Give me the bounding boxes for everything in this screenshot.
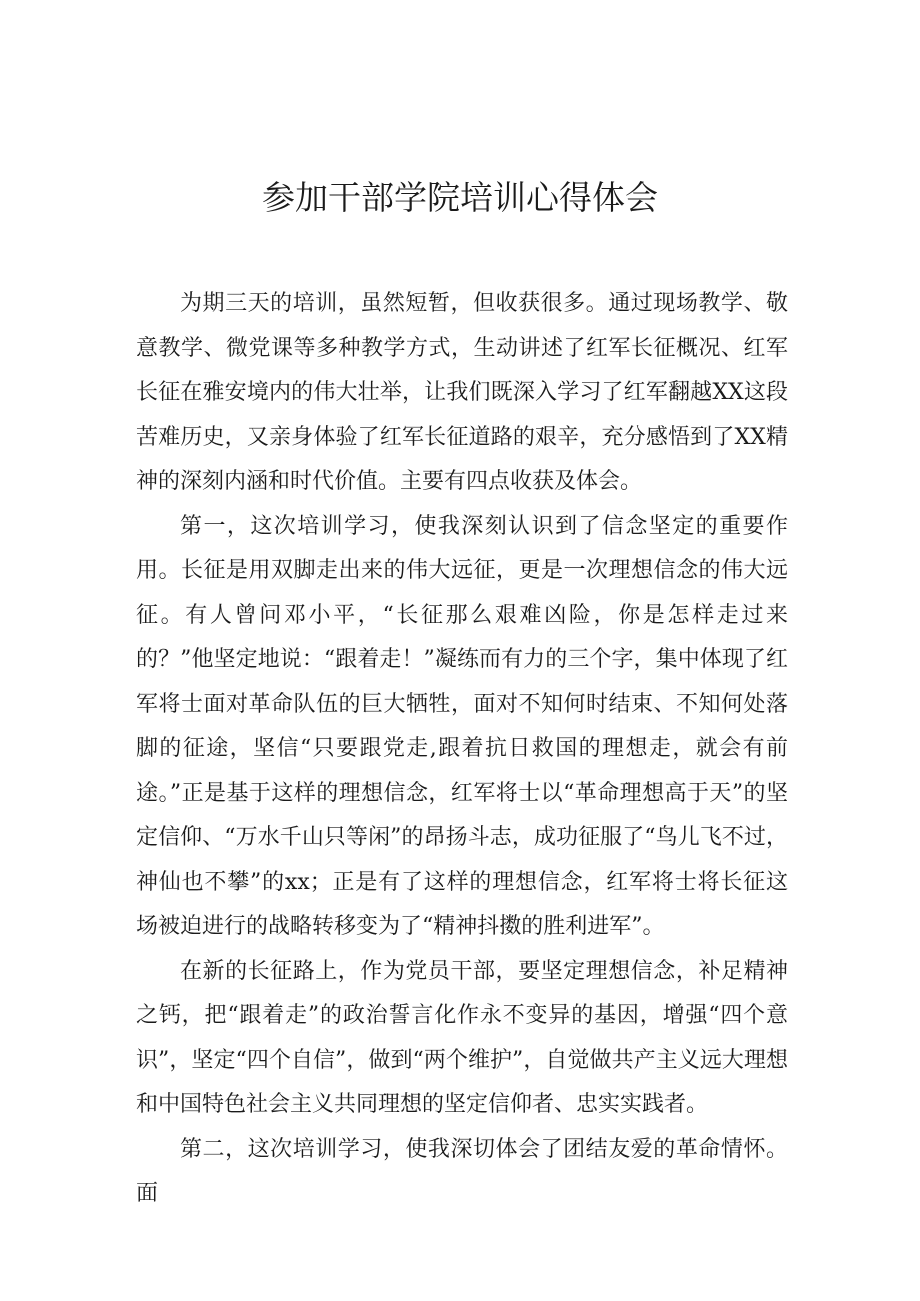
document-body — [136, 282, 788, 1217]
paragraph-1: 为期三天的培训，虽然短暂，但收获很多。通过现场教学、敬意教学、微党课等多种教学方式，生动讲述了红军长征概况、红军长征在雅安境内的伟大壮举，让我们既深入学习了红军翻越XX这段苦难历史，又亲身体验了红军长征道路的艰辛，充分感悟到了XX精神的深刻内涵和时代价值。主要有四点收获及体会。 — [136, 291, 788, 494]
paragraph-3: 在新的长征路上，作为党员干部，要坚定理想信念，补足精神之钙，把“跟着走”的政治誓言化作永不变异的基因，增强“四个意识”，坚定“四个自信”，做到“两个维护”，自觉做共产主义远大理想和中国特色社会主义共同理想的坚定信仰者、忠实实践者。 — [136, 958, 788, 1117]
paragraph-2: 第一，这次培训学习，使我深刻认识到了信念坚定的重要作用。长征是用双脚走出来的伟大远征，更是一次理想信念的伟大远征。有人曾问邓小平，“长征那么艰难凶险，你是怎样走过来的？”他坚定地说：“跟着走！”凝练而有力的三个字，集中体现了红军将士面对革命队伍的巨大牺牲，面对不知何时结束、不知何处落脚的征途，坚信“只要跟党走,跟着抗日救国的理想走，就会有前途。”正是基于这样的理想信念，红军将士以“革命理想高于天”的坚定信仰、“万水千山只等闲”的昂扬斗志，成功征服了“鸟儿飞不过，神仙也不攀”的xx；正是有了这样的理想信念，红军将士将长征这场被迫进行的战略转移变为了“精神抖擞的胜利进军”。 — [136, 513, 788, 939]
document-title: 参加干部学院培训心得体会 — [262, 178, 658, 217]
paragraph-4: 第二，这次培训学习，使我深切体会了团结友爱的革命情怀。面 — [136, 1136, 788, 1206]
